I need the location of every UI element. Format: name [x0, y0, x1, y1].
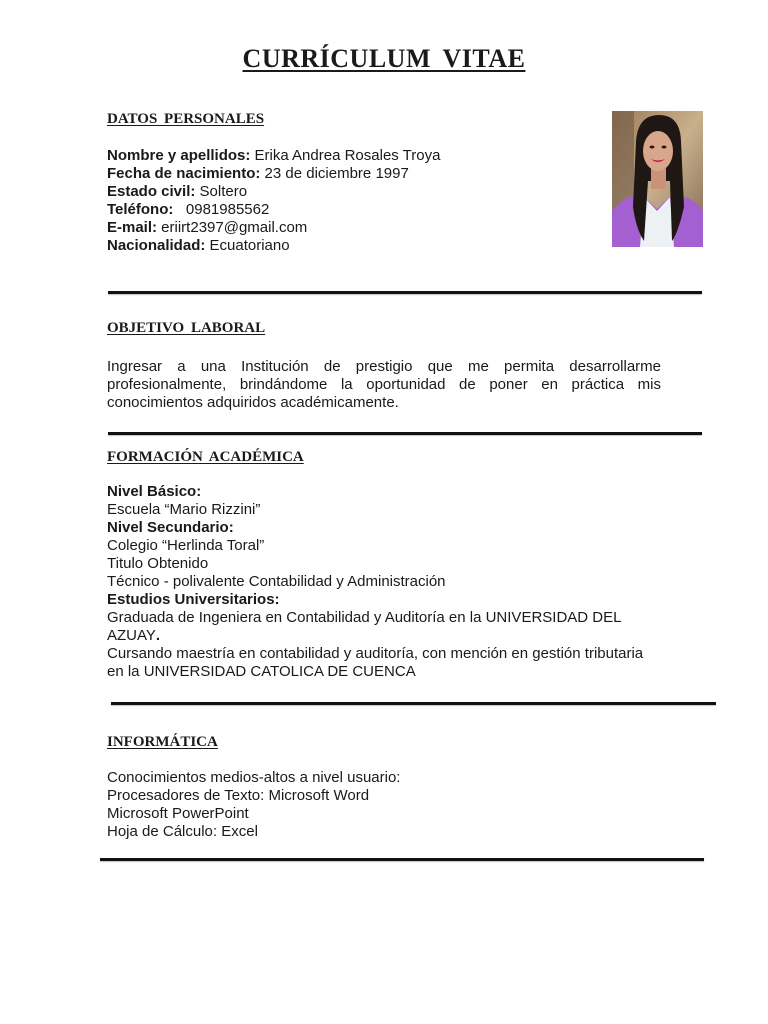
section-heading-personal: DATOS PERSONALES: [107, 111, 265, 127]
objective-text: Ingresar a una Institución de prestigio que me permita desarrollarme profesionalmente, brindándome la oportunidad de poner en práctica mis conocimientos adquiridos académicamente.: [107, 358, 661, 411]
field-label: Nombre y apellidos:: [107, 147, 251, 164]
section-heading-education: FORMACIÓN ACADÉMICA: [107, 449, 304, 465]
field-label: Estado civil:: [107, 183, 196, 200]
university-line-2-text: AZUAY: [107, 627, 156, 644]
title-obtained-value: Técnico - polivalente Contabilidad y Administración: [107, 573, 446, 590]
personal-data-block: [107, 147, 440, 255]
field-value: 0981985562: [173, 201, 270, 218]
university-line-2-period: .: [155, 627, 161, 644]
masters-line-2: en la UNIVERSIDAD CATOLICA DE CUENCA: [107, 663, 416, 680]
masters-line-1: Cursando maestría en contabilidad y auditoría, con mención en gestión tributaria: [107, 645, 644, 662]
field-label: Teléfono:: [107, 201, 174, 218]
profile-photo: [612, 111, 703, 247]
university-line-2: [107, 627, 643, 645]
secondary-level-label: Nivel Secundario:: [107, 519, 234, 536]
university-label: Estudios Universitarios:: [107, 591, 280, 608]
field-label: Fecha de nacimiento:: [107, 165, 261, 182]
field-value: Ecuatoriano: [205, 237, 290, 254]
field-value: eriirt2397@gmail.com: [157, 219, 308, 236]
field-birthdate: [107, 165, 440, 183]
computing-line: Procesadores de Texto: Microsoft Word: [107, 787, 370, 804]
basic-level-label: Nivel Básico:: [107, 483, 202, 500]
section-divider: [108, 291, 702, 294]
section-divider: [108, 432, 702, 435]
computing-line: Conocimientos medios-altos a nivel usuario:: [107, 769, 401, 786]
field-value: Erika Andrea Rosales Troya: [250, 147, 441, 164]
field-label: E-mail:: [107, 219, 158, 236]
field-label: Nacionalidad:: [107, 237, 206, 254]
field-name: [107, 147, 440, 165]
field-phone: [107, 201, 440, 219]
computing-line: Microsoft PowerPoint: [107, 805, 249, 822]
basic-level-school: Escuela “Mario Rizzini”: [107, 501, 261, 518]
title-obtained-label: Titulo Obtenido: [107, 555, 209, 572]
section-heading-objective: OBJETIVO LABORAL: [107, 320, 266, 336]
field-value: 23 de diciembre 1997: [260, 165, 409, 182]
computing-line: Hoja de Cálculo: Excel: [107, 823, 258, 840]
computing-block: [107, 769, 400, 841]
university-line-1: Graduada de Ingeniera en Contabilidad y Auditoría en la UNIVERSIDAD DEL: [107, 609, 622, 626]
field-value: Soltero: [195, 183, 248, 200]
secondary-level-school: Colegio “Herlinda Toral”: [107, 537, 265, 554]
document-title: CURRÍCULUM VITAE: [242, 44, 526, 73]
section-heading-computing: INFORMÁTICA: [107, 734, 218, 750]
field-civil-status: [107, 183, 440, 201]
section-divider: [100, 858, 704, 861]
section-divider: [111, 702, 716, 705]
field-email: [107, 219, 440, 237]
field-nationality: [107, 237, 440, 255]
education-block: [107, 483, 643, 681]
